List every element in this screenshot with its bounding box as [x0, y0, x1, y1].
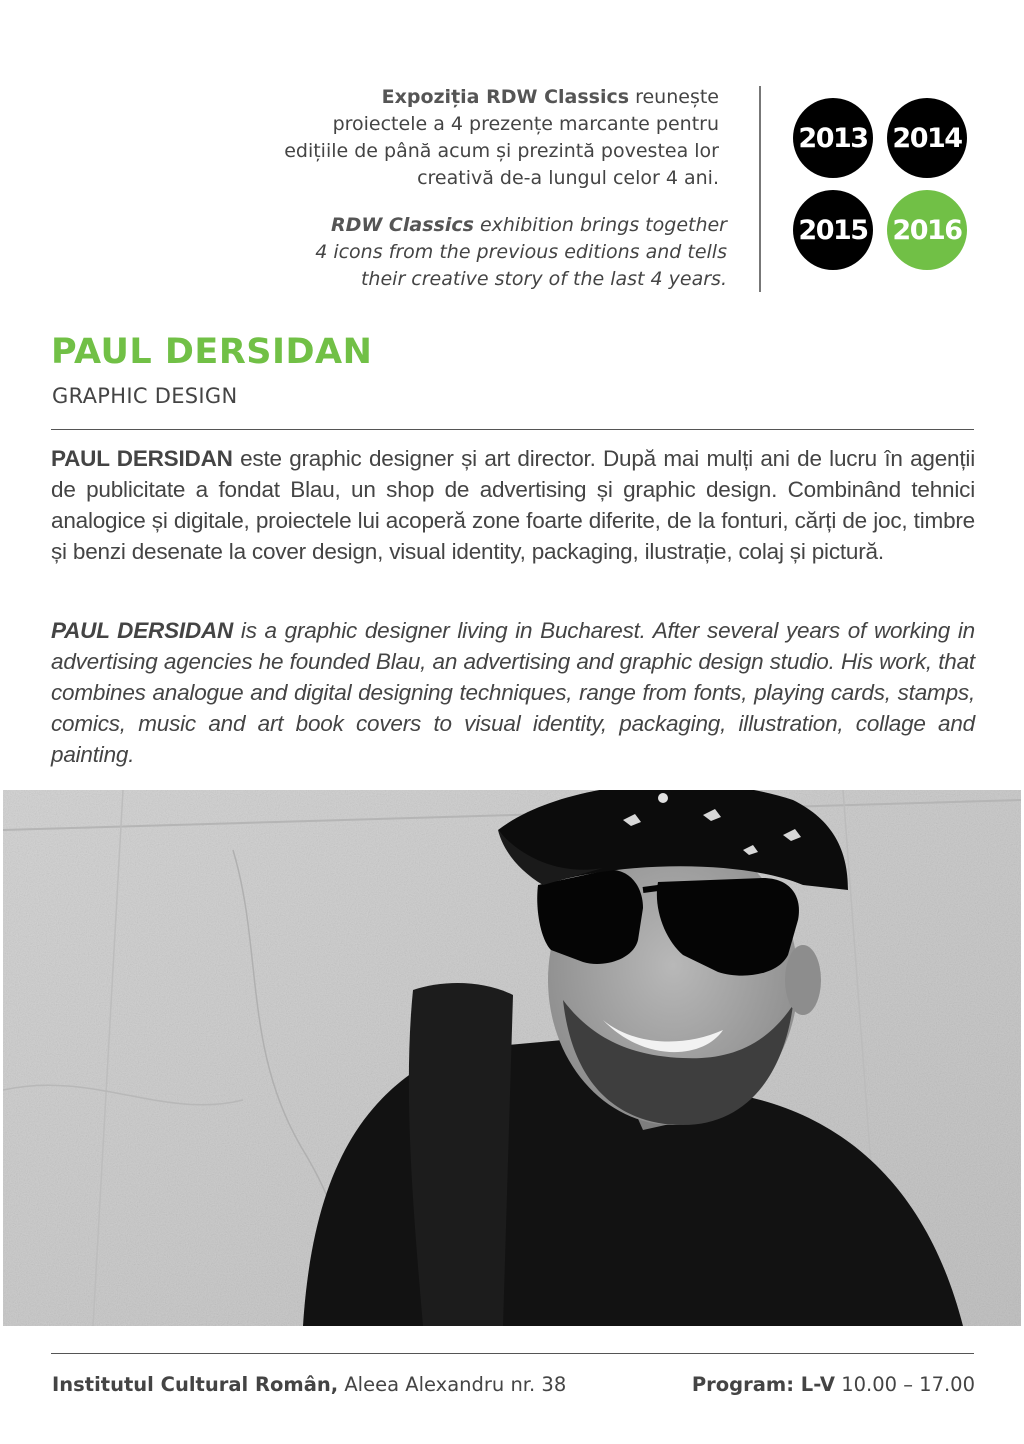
bio-english: [51, 615, 975, 770]
bio-en-name: PAUL DERSIDAN: [51, 618, 234, 643]
year-badge-2014: 2014: [887, 98, 967, 178]
bio-en-text: is a graphic designer living in Bucharest. After several years of working in advertising agencies he founded Blau, an advertising and graphic design studio. His work, that combines analogue and digital designing techniques, range from fonts, playing cards, stamps, comics, music and art book covers to visual identity, packaging, illustration, collage and painting.: [51, 618, 975, 767]
bio-ro-text: este graphic designer și art director. După mai mulți ani de lucru în agenții de publicitate a fondat Blau, un shop de advertising și graphic design. Combinând tehnici analogice și digitale, proiectele lui acoperă zone foarte diferite, de la fonturi, cărți de joc, timbre și benzi desenate la cover design, visual identity, packaging, ilustrație, colaj și pictură.: [51, 446, 975, 564]
footer-program: Program: L-V 10.00 – 17.00: [691, 1373, 975, 1396]
intro-ro-line-4: creativă de-a lungul celor 4 ani.: [417, 167, 719, 189]
footer-venue: Institutul Cultural Român, Aleea Alexandru nr. 38: [52, 1373, 567, 1396]
intro-english: [167, 212, 727, 293]
intro-ro-line-3: edițiile de până acum și prezintă povestea lor: [284, 140, 719, 162]
vertical-divider: [759, 86, 761, 292]
year-badge-2013: 2013: [793, 98, 873, 178]
designer-photo: [3, 790, 1021, 1326]
intro-en-line-1: RDW Classics exhibition brings together: [330, 214, 727, 236]
intro-romanian: [199, 84, 719, 192]
designer-discipline: GRAPHIC DESIGN: [52, 384, 238, 408]
section-divider: [51, 429, 974, 430]
intro-en-line-3: their creative story of the last 4 years.: [360, 268, 727, 290]
footer-divider: [51, 1353, 974, 1354]
bio-romanian: [51, 443, 975, 567]
intro-en-line-2: 4 icons from the previous editions and tells: [315, 241, 727, 263]
year-badge-2015: 2015: [793, 190, 873, 270]
designer-name: PAUL DERSIDAN: [51, 332, 373, 372]
year-badge-2016: 2016: [887, 190, 967, 270]
intro-ro-line-2: proiectele a 4 prezențe marcante pentru: [332, 113, 719, 135]
bio-ro-name: PAUL DERSIDAN: [51, 446, 233, 471]
intro-ro-line-1: Expoziția RDW Classics reunește: [381, 86, 719, 108]
